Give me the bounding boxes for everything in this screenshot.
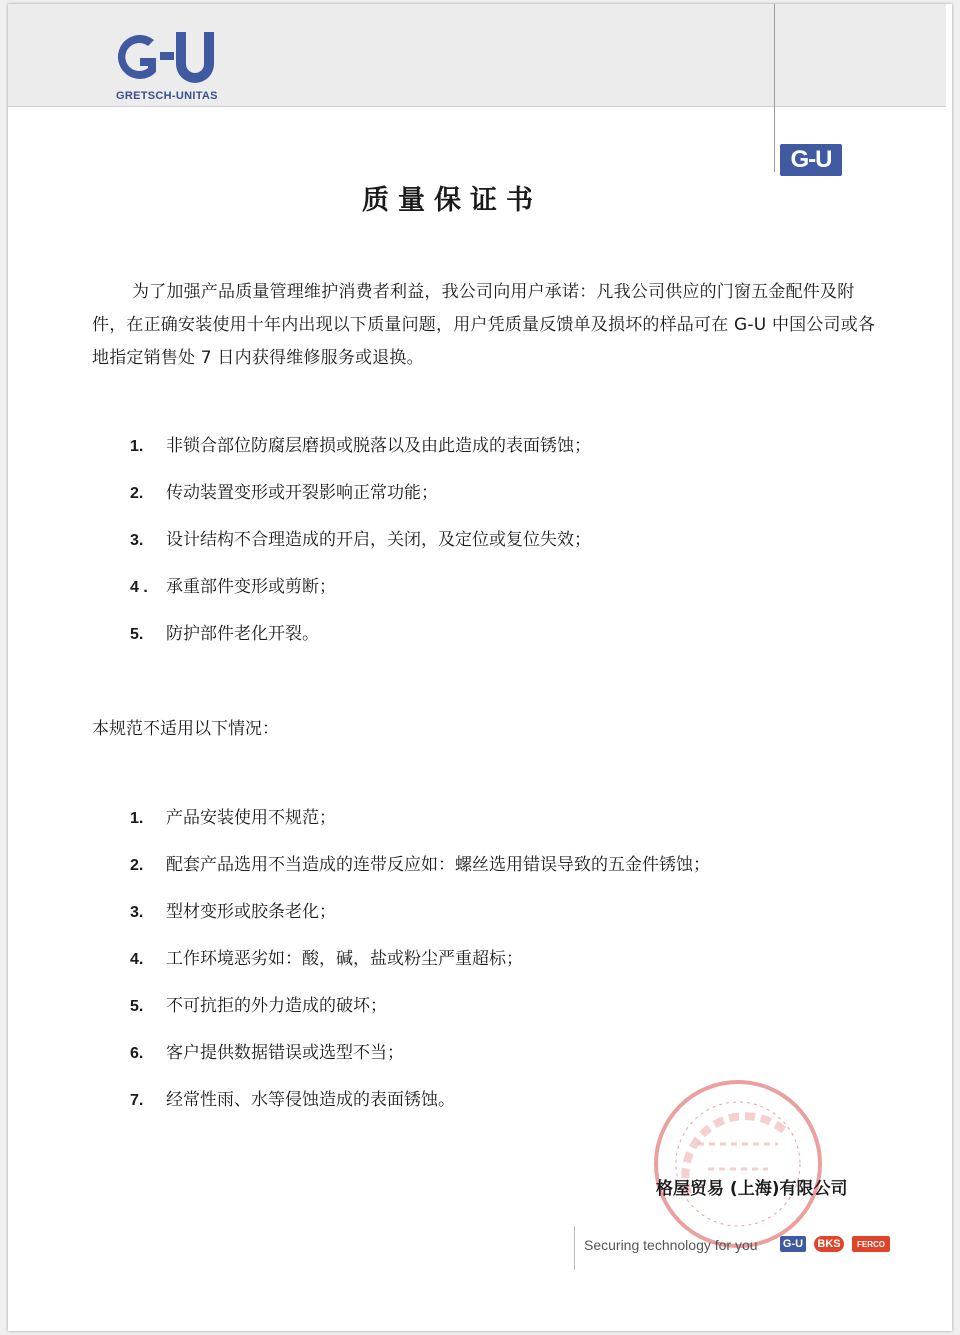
- item-text: 型材变形或胶条老化；: [166, 902, 336, 922]
- brand-ferco-logo: FERCO: [852, 1236, 890, 1252]
- header-divider: [774, 4, 775, 172]
- gu-logo: [114, 26, 224, 86]
- list-item: [130, 806, 710, 853]
- brand-bks-logo: BKS: [814, 1236, 844, 1252]
- item-text: 客户提供数据错误或选型不当；: [166, 1043, 404, 1063]
- item-number: 1.: [130, 810, 144, 827]
- list-item: [130, 481, 591, 528]
- list-item: [130, 947, 710, 994]
- list-item: [130, 1088, 710, 1135]
- item-number: 5.: [130, 998, 144, 1015]
- item-text: 经常性雨、水等侵蚀造成的表面锈蚀。: [166, 1090, 455, 1110]
- list-item: [130, 1041, 710, 1088]
- intro-paragraph: 为了加强产品质量管理维护消费者利益，我公司向用户承诺：凡我公司供应的门窗五金配件及附件，在正确安装使用十年内出现以下质量问题，用户凭质量反馈单及损坏的样品可在 G-U 中国公司或各地指定销售处 7 日内获得维修服务或退换。: [92, 282, 876, 368]
- list-item: [130, 994, 710, 1041]
- small-gu-logo: G-U: [780, 144, 842, 176]
- item-number: 1.: [130, 438, 144, 455]
- item-number: 7.: [130, 1092, 144, 1109]
- item-number: 2.: [130, 485, 144, 502]
- item-number: 3.: [130, 532, 144, 549]
- company-seal-stamp: [648, 1074, 828, 1254]
- item-number: 5.: [130, 626, 144, 643]
- warranty-list: [130, 434, 591, 669]
- item-text: 防护部件老化开裂。: [166, 624, 319, 644]
- brand-gu-logo: G-U: [780, 1236, 806, 1252]
- list-item: [130, 853, 710, 900]
- item-number: 6.: [130, 1045, 144, 1062]
- footer-divider: [574, 1226, 575, 1270]
- list-item: [130, 575, 591, 622]
- item-text: 传动装置变形或开裂影响正常功能；: [166, 483, 438, 503]
- list-item: [130, 434, 591, 481]
- exclusions-list: [130, 806, 710, 1135]
- item-number: 3.: [130, 904, 144, 921]
- item-number: 4 .: [130, 579, 148, 596]
- item-number: 4.: [130, 951, 144, 968]
- item-text: 不可抗拒的外力造成的破坏；: [166, 996, 387, 1016]
- item-text: 配套产品选用不当造成的连带反应如：螺丝选用错误导致的五金件锈蚀；: [166, 855, 710, 875]
- logo-subtext: GRETSCH-UNITAS: [116, 90, 218, 102]
- item-text: 承重部件变形或剪断；: [166, 577, 336, 597]
- page-title: 质量保证书: [362, 185, 542, 216]
- list-item: [130, 528, 591, 575]
- footer-tagline: Securing technology for you: [584, 1237, 758, 1253]
- company-name: 格屋贸易 (上海)有限公司: [656, 1179, 848, 1199]
- list-item: [130, 900, 710, 947]
- item-text: 非锁合部位防腐层磨损或脱落以及由此造成的表面锈蚀；: [166, 436, 591, 456]
- document-page: [8, 4, 952, 1331]
- exclusions-heading: 本规范不适用以下情况：: [92, 719, 279, 739]
- list-item: [130, 622, 591, 669]
- item-text: 工作环境恶劣如：酸，碱，盐或粉尘严重超标；: [166, 949, 523, 969]
- item-text: 设计结构不合理造成的开启，关闭，及定位或复位失效；: [166, 530, 591, 550]
- item-number: 2.: [130, 857, 144, 874]
- item-text: 产品安装使用不规范；: [166, 808, 336, 828]
